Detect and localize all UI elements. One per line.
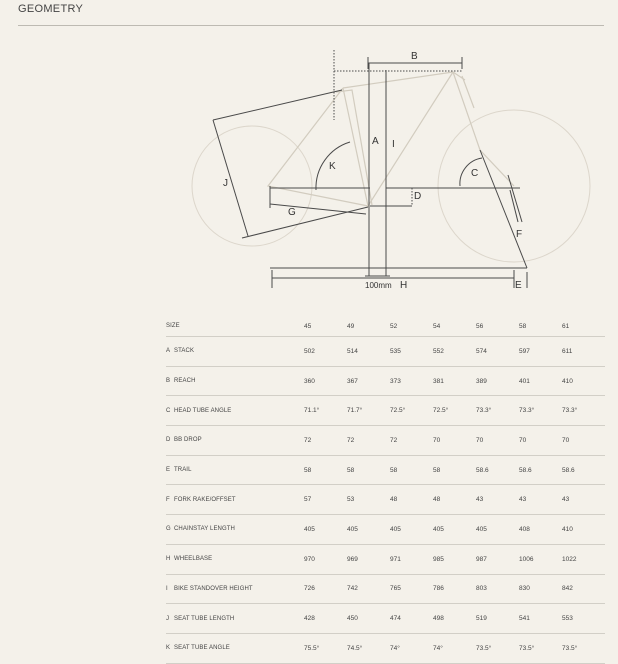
table-row — [166, 574, 605, 604]
row-code: I — [166, 574, 174, 604]
cell-value: 1006 — [519, 544, 562, 574]
row-code: K — [166, 633, 174, 663]
cell-value: 70 — [433, 426, 476, 456]
cell-value: 73.3° — [519, 396, 562, 426]
geometry-diagram — [0, 0, 618, 310]
cell-value: 73.5° — [476, 633, 519, 663]
row-name: WHEELBASE — [174, 544, 304, 574]
row-code: J — [166, 604, 174, 634]
table-row — [166, 455, 605, 485]
page-title: GEOMETRY — [18, 3, 84, 15]
size-col-header: 54 — [433, 316, 476, 337]
row-name: REACH — [174, 366, 304, 396]
cell-value: 474 — [390, 604, 433, 634]
label-c: C — [471, 168, 479, 179]
cell-value: 450 — [347, 604, 390, 634]
cell-value: 553 — [562, 604, 605, 634]
cell-value: 43 — [476, 485, 519, 515]
row-name: CHAINSTAY LENGTH — [174, 515, 304, 545]
cell-value: 58 — [433, 455, 476, 485]
cell-value: 519 — [476, 604, 519, 634]
row-code: F — [166, 485, 174, 515]
cell-value: 74° — [390, 633, 433, 663]
size-header: SIZE — [166, 316, 304, 337]
table-row — [166, 396, 605, 426]
table-row — [166, 544, 605, 574]
row-code: A — [166, 337, 174, 367]
row-name: BB DROP — [174, 426, 304, 456]
cell-value: 541 — [519, 604, 562, 634]
label-i: I — [392, 139, 395, 150]
cell-value: 765 — [390, 574, 433, 604]
cell-value: 73.3° — [562, 396, 605, 426]
table-row — [166, 337, 605, 367]
cell-value: 360 — [304, 366, 347, 396]
cell-value: 408 — [519, 515, 562, 545]
cell-value: 971 — [390, 544, 433, 574]
size-col-header: 45 — [304, 316, 347, 337]
cell-value: 72 — [347, 426, 390, 456]
cell-value: 367 — [347, 366, 390, 396]
label-100mm: 100mm — [365, 281, 392, 290]
cell-value: 48 — [390, 485, 433, 515]
size-col-header: 49 — [347, 316, 390, 337]
cell-value: 70 — [519, 426, 562, 456]
cell-value: 71.7° — [347, 396, 390, 426]
cell-value: 389 — [476, 366, 519, 396]
table-row — [166, 515, 605, 545]
cell-value: 72.5° — [433, 396, 476, 426]
row-name: SEAT TUBE ANGLE — [174, 633, 304, 663]
label-e: E — [515, 280, 522, 291]
cell-value: 57 — [304, 485, 347, 515]
cell-value: 405 — [476, 515, 519, 545]
table-row — [166, 485, 605, 515]
cell-value: 43 — [562, 485, 605, 515]
cell-value: 58.6 — [562, 455, 605, 485]
size-col-header: 52 — [390, 316, 433, 337]
row-name: HEAD TUBE ANGLE — [174, 396, 304, 426]
cell-value: 574 — [476, 337, 519, 367]
cell-value: 70 — [562, 426, 605, 456]
cell-value: 58 — [390, 455, 433, 485]
cell-value: 58 — [347, 455, 390, 485]
cell-value: 72 — [304, 426, 347, 456]
size-col-header: 61 — [562, 316, 605, 337]
cell-value: 58 — [304, 455, 347, 485]
measurement-lines — [213, 50, 527, 288]
cell-value: 597 — [519, 337, 562, 367]
label-a: A — [372, 136, 379, 147]
label-b: B — [411, 51, 418, 62]
cell-value: 803 — [476, 574, 519, 604]
cell-value: 514 — [347, 337, 390, 367]
cell-value: 405 — [390, 515, 433, 545]
row-code: D — [166, 426, 174, 456]
cell-value: 611 — [562, 337, 605, 367]
cell-value: 498 — [433, 604, 476, 634]
geometry-table — [166, 316, 605, 664]
row-name: FORK RAKE/OFFSET — [174, 485, 304, 515]
cell-value: 75.5° — [304, 633, 347, 663]
cell-value: 43 — [519, 485, 562, 515]
cell-value: 74.5° — [347, 633, 390, 663]
cell-value: 410 — [562, 515, 605, 545]
cell-value: 1022 — [562, 544, 605, 574]
cell-value: 58.6 — [476, 455, 519, 485]
cell-value: 72 — [390, 426, 433, 456]
row-name: SEAT TUBE LENGTH — [174, 604, 304, 634]
rear-wheel — [192, 126, 312, 246]
row-code: C — [166, 396, 174, 426]
bike-geometry-drawing — [0, 0, 618, 310]
size-col-header: 58 — [519, 316, 562, 337]
label-d: D — [414, 191, 422, 202]
table-row — [166, 633, 605, 663]
cell-value: 535 — [390, 337, 433, 367]
label-f: F — [516, 229, 523, 240]
row-name: BIKE STANDOVER HEIGHT — [174, 574, 304, 604]
cell-value: 74° — [433, 633, 476, 663]
cell-value: 73.5° — [562, 633, 605, 663]
cell-value: 58.6 — [519, 455, 562, 485]
cell-value: 373 — [390, 366, 433, 396]
cell-value: 401 — [519, 366, 562, 396]
cell-value: 73.5° — [519, 633, 562, 663]
cell-value: 70 — [476, 426, 519, 456]
row-code: H — [166, 544, 174, 574]
bike-frame — [268, 72, 514, 206]
size-col-header: 56 — [476, 316, 519, 337]
cell-value: 830 — [519, 574, 562, 604]
cell-value: 410 — [562, 366, 605, 396]
table-row — [166, 426, 605, 456]
cell-value: 786 — [433, 574, 476, 604]
label-j: J — [223, 178, 228, 189]
row-code: G — [166, 515, 174, 545]
cell-value: 405 — [433, 515, 476, 545]
cell-value: 970 — [304, 544, 347, 574]
cell-value: 71.1° — [304, 396, 347, 426]
table-row — [166, 366, 605, 396]
cell-value: 381 — [433, 366, 476, 396]
cell-value: 405 — [304, 515, 347, 545]
row-name: TRAIL — [174, 455, 304, 485]
cell-value: 552 — [433, 337, 476, 367]
label-h: H — [400, 280, 408, 291]
row-code: B — [166, 366, 174, 396]
row-name: STACK — [174, 337, 304, 367]
label-k: K — [329, 161, 336, 172]
table-header-row — [166, 316, 605, 337]
cell-value: 72.5° — [390, 396, 433, 426]
cell-value: 53 — [347, 485, 390, 515]
cell-value: 985 — [433, 544, 476, 574]
row-code: E — [166, 455, 174, 485]
cell-value: 73.3° — [476, 396, 519, 426]
cell-value: 726 — [304, 574, 347, 604]
cell-value: 987 — [476, 544, 519, 574]
cell-value: 428 — [304, 604, 347, 634]
cell-value: 502 — [304, 337, 347, 367]
cell-value: 48 — [433, 485, 476, 515]
cell-value: 405 — [347, 515, 390, 545]
cell-value: 969 — [347, 544, 390, 574]
cell-value: 842 — [562, 574, 605, 604]
label-g: G — [288, 207, 296, 218]
cell-value: 742 — [347, 574, 390, 604]
table-row — [166, 604, 605, 634]
